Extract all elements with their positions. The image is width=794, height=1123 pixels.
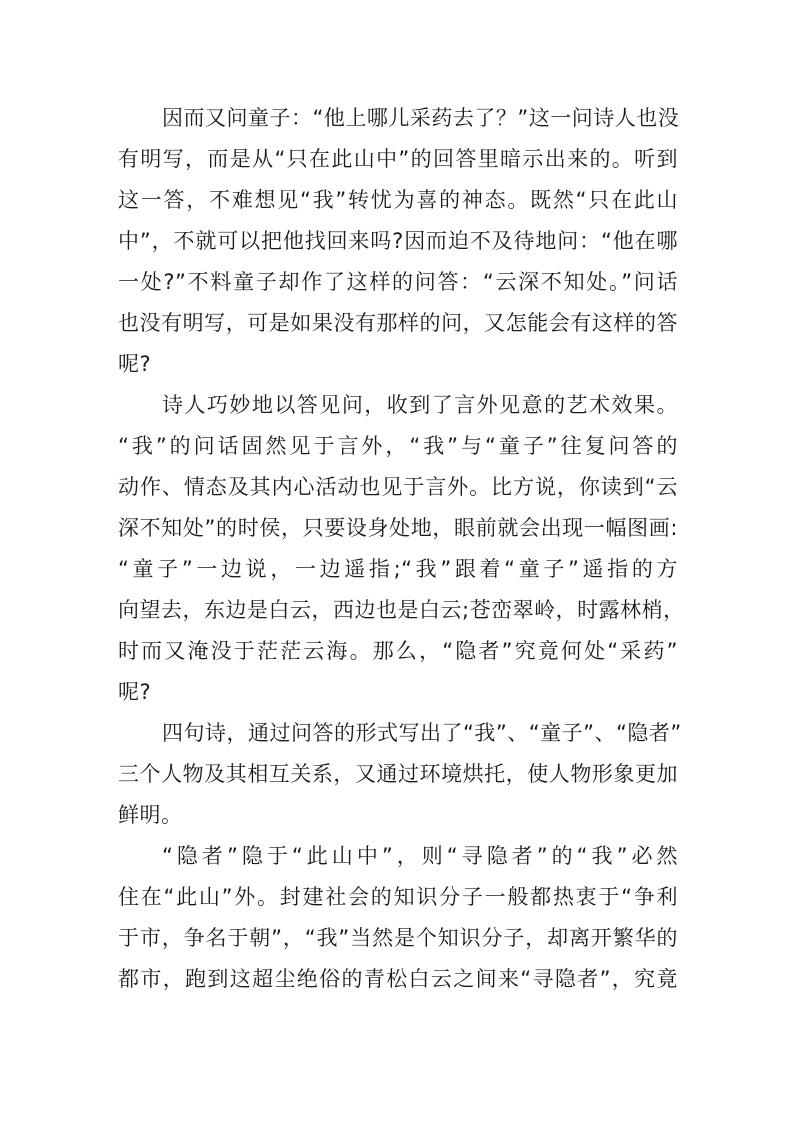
text-line: 三个人物及其相互关系，又通过环境烘托，使人物形象更加: [118, 762, 678, 786]
text-line: “我”的问话固然见于言外，“我”与“童子”往复问答的: [118, 434, 678, 458]
text-line: 这一答，不难想见“我”转忧为喜的神态。既然“只在此山: [118, 188, 678, 212]
text-line: 一处?”不料童子却作了这样的问答：“云深不知处。”问话: [118, 270, 678, 294]
text-line: 有明写，而是从“只在此山中”的回答里暗示出来的。听到: [118, 147, 678, 171]
text-line: 也没有明写，可是如果没有那样的问，又怎能会有这样的答: [118, 311, 678, 335]
text-line: “童子”一边说，一边遥指;“我”跟着“童子”遥指的方: [118, 557, 678, 581]
text-line: 诗人巧妙地以答见问，收到了言外见意的艺术效果。: [162, 393, 678, 417]
text-line: 因而又问童子：“他上哪儿采药去了？”这一问诗人也没: [162, 106, 680, 130]
text-line: 中”，不就可以把他找回来吗?因而迫不及待地问：“他在哪: [118, 229, 678, 253]
text-line: “隐者”隐于“此山中”，则“寻隐者”的“我”必然: [162, 844, 678, 868]
text-line: 时而又淹没于茫茫云海。那么，“隐者”究竟何处“采药”: [118, 639, 678, 663]
text-line: 深不知处”的时侯，只要设身处地，眼前就会出现一幅图画:: [118, 516, 678, 540]
text-line: 呢?: [118, 680, 152, 704]
text-line: 鲜明。: [118, 803, 183, 827]
text-line: 都市，跑到这超尘绝俗的青松白云之间来“寻隐者”，究竟: [118, 967, 678, 991]
text-line: 四句诗，通过问答的形式写出了“我”、“童子”、“隐者”: [162, 721, 682, 745]
text-line: 向望去，东边是白云，西边也是白云;苍峦翠岭，时露林梢，: [118, 598, 685, 622]
text-line: 于市，争名于朝”，“我”当然是个知识分子，却离开繁华的: [118, 926, 678, 950]
text-line: 住在“此山”外。封建社会的知识分子一般都热衷于“争利: [118, 885, 678, 909]
text-line: 动作、情态及其内心活动也见于言外。比方说，你读到“云: [118, 475, 678, 499]
text-line: 呢?: [118, 352, 152, 376]
